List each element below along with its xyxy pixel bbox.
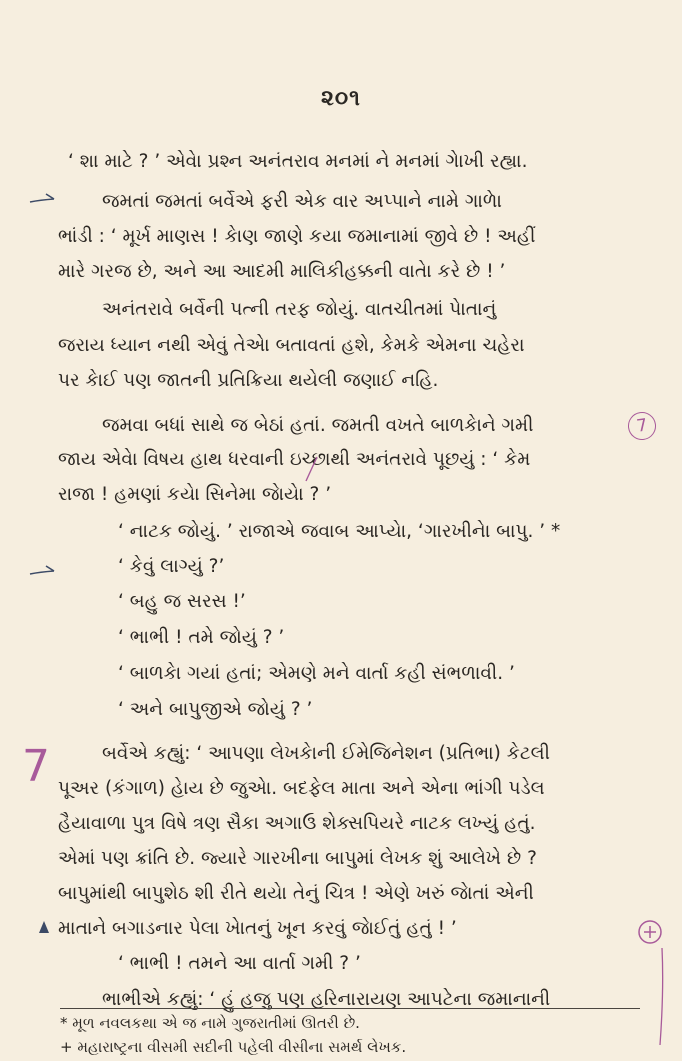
pencil-tick [302,455,322,483]
text-line: બર્વેએ કહ્યું: ‘ આપણા લેખકેાની ઈમેજિનેશન (પ્રતિભા) કેટલી [102,743,550,764]
page-number: ૨૦૧ [321,86,361,111]
text-line: ‘ અને બાપુજીએ જોયું ? ’ [118,699,313,720]
text-line: મારે ગરજ છે, અને આ આદમી માલિકીહક્કની વાતેા કરે છે ! ’ [58,261,506,282]
margin-pencil-bracket [634,920,668,1050]
text-line: ‘ ભાભી ! તમે જોયું ? ’ [118,627,285,648]
text-line: ‘ નાટક જોયું. ’ રાજાએ જવાબ આપ્યેા, ‘ગારખીનેા બાપુ. ’ * [118,521,561,542]
text-line: બાપુમાંથી બાપુશેઠ શી રીતે થયેા તેનું ચિત્ર ! એણે ખરું જેાતાં એની [58,883,534,904]
text-line: ‘ બહુ જ સરસ !’ [118,591,246,612]
text-line: રાજા ! હમણાં કયેા સિનેમા જેાયેા ? ’ [58,484,332,505]
text-line: જાય એવેા વિષય હાથ ધરવાની ઇચ્છાથી અનંતરાવે પૂછયું : ‘ કેમ [58,449,531,470]
margin-pencil-mark [28,190,58,210]
text-line: જરાય ધ્યાન નથી એવું તેએા બતાવતાં હશે, કેમકે એમના ચહેરા [58,335,525,356]
text-line: ‘ કેવું લાગ્યું ?’ [118,556,225,577]
footnote: * મૂળ નવલકથા એ જ નામે ગુજરાતીમાં ઊતરી છે. [60,1014,360,1032]
text-line: અનંતરાવે બર્વેની પત્ની તરફ જોયું. વાતચીતમાં પેાતાનું [102,299,497,320]
text-line: એમાં પણ ક્રાંતિ છે. જ્યારે ગારખીના બાપુમાં લેખક શું આલેખે છે ? [58,848,537,869]
text-line: જમતાં જમતાં બર્વેએ ફરી એક વાર અપ્પાને નામે ગાળેા [102,191,502,212]
text-line: ભાભીએ કહ્યું: ‘ હું હજુ પણ હરિનારાયણ આપટેના જમાનાની [102,989,551,1010]
text-line: ભાંડી : ‘ મૂર્ખ માણસ ! કેાણ જાણે કયા જમાનામાં જીવે છે ! અહીં [58,226,536,247]
text-line: હૈયાવાળા પુત્ર વિષે ત્રણ સૈકા અગાઉ શેક્સપિયરે નાટક લખ્યું હતું. [58,813,536,834]
margin-annotation-circled: 7 [626,410,658,442]
footnote-divider [60,1008,640,1009]
text-line: ‘ શા માટે ? ’ એવેા પ્રશ્ન અનંતરાવ મનમાં ને મનમાં ગેાખી રહ્યા. [68,151,528,172]
margin-pencil-mark [28,562,58,582]
margin-annotation: 7 [22,741,50,792]
footnote: + મહારાષ્ટ્રના વીસમી સદીની પહેલી વીસીના સમર્થ લેખક. [60,1038,407,1056]
text-line: જમવા બધાં સાથે જ બેઠાં હતાં. જમતી વખતે બાળકેાને ગમી [102,415,534,436]
text-line: ‘ ભાભી ! તમને આ વાર્તા ગમી ? ’ [118,953,361,974]
text-line: પૂઅર (કંગાળ) હેાય છે જુએા. બદફેલ માતા અને એના ભાંગી પડેલ [58,778,545,799]
margin-pencil-mark [36,918,52,936]
text-line: માતાને બગાડનાર પેલા ખેાતનું ખૂન કરવું જેાઈતું હતું ! ’ [58,918,457,939]
text-line: પર કેાઈ પણ જાતની પ્રતિક્રિયા થયેલી જણાઈ નહિ. [58,370,439,391]
text-line: ‘ બાળકેા ગયાં હતાં; એમણે મને વાર્તા કહી સંભળાવી. ’ [118,663,515,684]
